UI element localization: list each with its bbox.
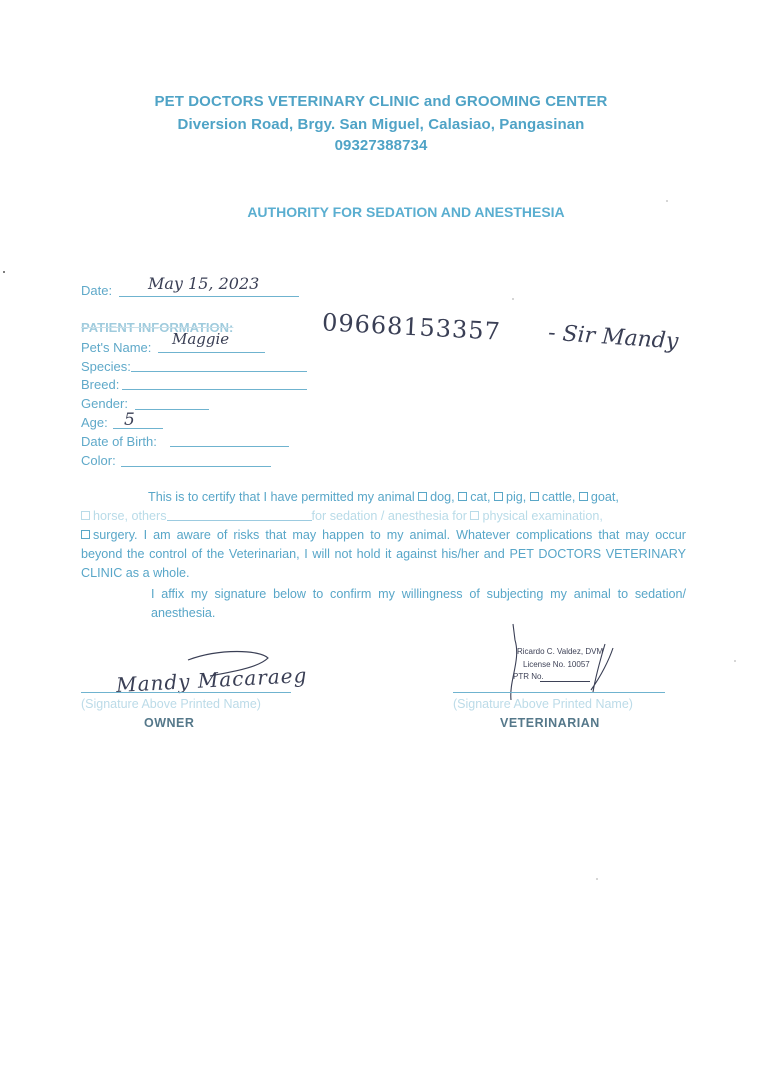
purpose-physical-exam: physical examination,	[482, 509, 603, 523]
date-label: Date:	[81, 283, 113, 298]
handwritten-phone: 09668153357	[321, 308, 502, 346]
animal-dog: dog,	[430, 490, 455, 504]
checkbox-pig[interactable]	[494, 492, 503, 501]
checkbox-goat[interactable]	[579, 492, 588, 501]
owner-signature-line	[81, 692, 291, 693]
consent-line-2	[81, 507, 686, 526]
breed-label: Breed:	[81, 377, 120, 392]
vet-stamp-ptr: PTR No.	[513, 672, 544, 681]
checkbox-surgery[interactable]	[81, 530, 90, 539]
vet-role: VETERINARIAN	[500, 716, 600, 730]
checkbox-horse[interactable]	[81, 511, 90, 520]
date-value: May 15, 2023	[148, 274, 260, 293]
age-value: 5	[124, 410, 135, 430]
others-blank[interactable]	[167, 510, 312, 521]
vet-stamp-license: License No. 10057	[523, 660, 590, 669]
vet-signature-line	[453, 692, 665, 693]
pets-name-label: Pet's Name:	[81, 340, 152, 355]
dob-line	[170, 446, 289, 447]
species-line	[131, 371, 307, 372]
animal-horse-others: horse, others	[93, 509, 167, 523]
color-label: Color:	[81, 453, 116, 468]
owner-signature-text: Mandy Macaraeg	[115, 663, 308, 697]
color-line	[121, 466, 271, 467]
age-label: Age:	[81, 415, 108, 430]
breed-line	[122, 389, 307, 390]
species-label: Species:	[81, 359, 131, 374]
animal-pig: pig,	[506, 490, 527, 504]
clinic-name: PET DOCTORS VETERINARY CLINIC and GROOMING CENTER	[154, 93, 608, 110]
handwritten-note: - Sir Mandy	[547, 320, 680, 355]
scan-speck	[512, 298, 514, 300]
vet-caption: (Signature Above Printed Name)	[453, 697, 633, 711]
consent-paragraph	[81, 488, 686, 623]
animal-cattle: cattle,	[541, 490, 576, 504]
clinic-address: Diversion Road, Brgy. San Miguel, Calasiao, Pangasinan	[177, 116, 585, 133]
dob-label: Date of Birth:	[81, 434, 157, 449]
pets-name-value: Maggie	[172, 330, 230, 348]
scan-speck	[734, 660, 736, 662]
scan-speck	[3, 271, 5, 273]
checkbox-physical-exam[interactable]	[470, 511, 479, 520]
form-title: AUTHORITY FOR SEDATION AND ANESTHESIA	[247, 204, 565, 220]
consent-risk-text: surgery. I am aware of risks that may happen to my animal. Whatever complications that may occur beyond the control of the Veterinarian, I will not hold it against his/her and PET DOCTORS VETERINARY CLINIC as a whole.	[81, 528, 686, 580]
clinic-phone: 09327388734	[334, 137, 428, 154]
date-line	[119, 296, 299, 297]
consent-line-4: I affix my signature below to confirm my willingness of subjecting my animal to sedation/ anesthesia.	[151, 587, 686, 620]
vet-signature-strokes	[511, 624, 613, 700]
checkbox-dog[interactable]	[418, 492, 427, 501]
gender-line	[135, 409, 209, 410]
vet-stamp-name: Ricardo C. Valdez, DVM	[517, 647, 604, 656]
owner-caption: (Signature Above Printed Name)	[81, 697, 261, 711]
pets-name-line	[158, 352, 265, 353]
consent-line-3	[81, 526, 686, 583]
checkbox-cat[interactable]	[458, 492, 467, 501]
checkbox-cattle[interactable]	[530, 492, 539, 501]
animal-cat: cat,	[470, 490, 491, 504]
scan-speck	[596, 878, 598, 880]
consent-line-1	[81, 488, 686, 507]
consent-purpose: for sedation / anesthesia for	[311, 509, 467, 523]
gender-label: Gender:	[81, 396, 128, 411]
patient-info-heading: PATIENT INFORMATION:	[81, 320, 234, 335]
consent-intro: This is to certify that I have permitted my animal	[148, 490, 415, 504]
animal-goat: goat,	[590, 490, 619, 504]
scan-speck	[666, 200, 668, 202]
age-line	[113, 428, 163, 429]
owner-role: OWNER	[144, 716, 195, 730]
